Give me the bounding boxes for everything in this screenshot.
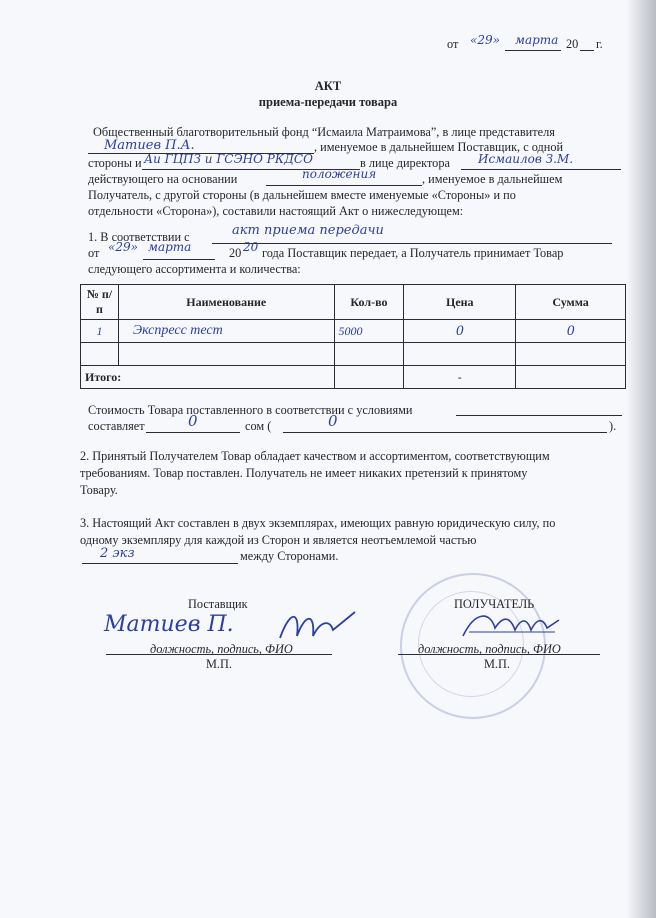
recipient-mp: М.П. [484, 657, 510, 671]
section1-line-2a: от [88, 246, 100, 260]
intro-director-line [461, 169, 621, 170]
total-sum-cell [516, 366, 626, 389]
intro-line-4b: , именуемое в дальнейшем [422, 172, 563, 186]
total-value: - [404, 366, 516, 389]
header-price: Цена [404, 285, 516, 320]
header-number: № п/п [81, 285, 119, 320]
total-label: Итого: [81, 366, 335, 389]
section1-month-line [143, 259, 215, 260]
row-1-price: 0 [404, 320, 516, 343]
header-name: Наименование [118, 285, 334, 320]
cost-line-1: Стоимость Товара поставленного в соответствии с условиями [88, 403, 413, 417]
date-year-line [580, 50, 594, 51]
cost-words-handwritten: 0 [328, 412, 338, 430]
row-1-number: 1 [81, 320, 119, 343]
row-1-sum: 0 [516, 320, 626, 343]
intro-line-2: , именуемое в дальнейшем Поставщик, с одной [314, 140, 564, 154]
recipient-label: ПОЛУЧАТЕЛЬ [454, 597, 535, 611]
row-2-number [81, 343, 119, 366]
header-sum: Сумма [516, 285, 626, 320]
table-row [81, 320, 626, 343]
section1-line-2c: года Поставщик передает, а Получатель принимает Товар [262, 246, 564, 260]
table-row [81, 343, 626, 366]
table-total-row [81, 366, 626, 389]
section3-line-1: 3. Настоящий Акт составлен в двух экземплярах, имеющих равную юридическую силу, по [80, 516, 556, 530]
intro-basis-handwritten: положения [302, 167, 377, 181]
intro-line-6: отдельности «Сторона»), составили настоящий Акт о нижеследующем: [88, 204, 464, 218]
supplier-mp: М.П. [206, 657, 232, 671]
intro-director-handwritten: Исмаилов З.М. [478, 152, 574, 166]
row-1-qty: 5000 [334, 320, 404, 343]
cost-amount-handwritten: 0 [188, 412, 198, 430]
recipient-sign-caption: должность, подпись, ФИО [418, 642, 561, 656]
intro-line-3b: в лице директора [360, 156, 450, 170]
intro-recipient-handwritten: Аи ГЦПЗ и ГСЭНО РКДСО [144, 152, 313, 166]
intro-basis-line [266, 185, 422, 186]
date-prefix: от [447, 37, 459, 51]
row-2-price [404, 343, 516, 366]
intro-line-5: Получатель, с другой стороны (в дальнейшем вместе именуемые «Стороны» и по [88, 188, 516, 202]
section1-month-handwritten: марта [148, 240, 192, 254]
section1-basis-handwritten: акт приема передачи [232, 223, 384, 238]
section3-copies-handwritten: 2 экз [100, 546, 135, 561]
section1-line-3: следующего ассортимента и количества: [88, 262, 301, 276]
row-2-sum [516, 343, 626, 366]
header-qty: Кол-во [334, 285, 404, 320]
date-year-suffix: г. [596, 37, 603, 51]
section3-line-3: между Сторонами. [240, 549, 339, 563]
document-title: АКТ [314, 79, 342, 93]
row-1-name: Экспресс тест [118, 320, 334, 343]
page-shadow [626, 0, 656, 918]
intro-line-4a: действующего на основании [88, 172, 238, 186]
section1-line-1a: 1. В соответствии с [88, 230, 190, 244]
section1-year-prefix: 20 [229, 246, 242, 260]
date-day-handwritten: «29» [470, 33, 500, 47]
cost-line-2a: составляет [88, 419, 145, 433]
intro-representative-handwritten: Матиев П.А. [104, 138, 195, 153]
row-2-name [118, 343, 334, 366]
document-subtitle: приема-передачи товара [258, 95, 398, 109]
section2-line-1: 2. Принятый Получателем Товар обладает качеством и ассортиментом, соответствующим [80, 449, 550, 463]
date-month-line [505, 50, 561, 51]
cost-words-line [283, 432, 607, 433]
cost-line-2b: сом ( [245, 419, 272, 433]
section3-line-2: одному экземпляру для каждой из Сторон и является неотъемлемой частью [80, 533, 477, 547]
section2-line-2: требованиям. Товар поставлен. Получатель не имеет никаких претензий к принятому [80, 466, 528, 480]
date-month-handwritten: марта [515, 33, 559, 47]
intro-line-1: Общественный благотворительный фонд “Исмаила Матраимова”, в лице представителя [93, 125, 555, 139]
date-year-prefix: 20 [566, 37, 579, 51]
supplier-label: Поставщик [188, 597, 248, 611]
total-qty-cell [334, 366, 404, 389]
supplier-sign-caption: должность, подпись, ФИО [150, 642, 293, 656]
supplier-signature-handwritten: Матиев П. [104, 612, 234, 637]
section3-copies-line [82, 563, 238, 564]
section2-line-3: Товару. [80, 483, 118, 497]
goods-table [80, 284, 626, 389]
table-header-row [81, 285, 626, 320]
cost-line-2c: ). [609, 419, 617, 433]
section1-year-handwritten: 20 [243, 240, 259, 254]
cost-conditions-line [456, 415, 622, 416]
section1-day-handwritten: «29» [108, 240, 138, 254]
cost-amount-line [146, 432, 240, 433]
section1-basis-line [212, 243, 612, 244]
intro-line-3a: стороны и [88, 156, 142, 170]
row-2-qty [334, 343, 404, 366]
